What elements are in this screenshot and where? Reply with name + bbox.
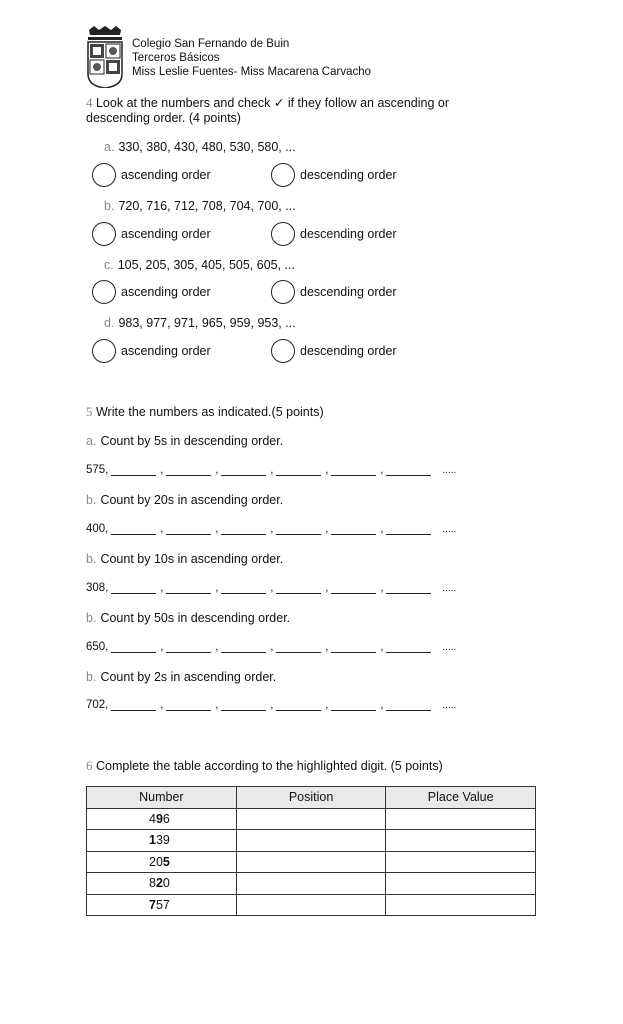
answer-blank[interactable] bbox=[221, 643, 266, 653]
question-6-prompt bbox=[86, 758, 546, 774]
q4-c-descending-option[interactable]: descending order bbox=[271, 280, 397, 304]
q5-instruction-3: b. Count by 10s in ascending order. bbox=[86, 552, 284, 566]
highlighted-digit: 1 bbox=[149, 833, 156, 848]
radio-circle-icon[interactable] bbox=[271, 339, 295, 363]
q5-instruction-1: a. Count by 5s in descending order. bbox=[86, 434, 284, 448]
q4-item-d: d. 983, 977, 971, 965, 959, 953, ... bbox=[104, 316, 296, 330]
radio-circle-icon[interactable] bbox=[92, 280, 116, 304]
answer-blank[interactable] bbox=[111, 701, 156, 711]
answer-blank[interactable] bbox=[386, 525, 431, 535]
answer-blank[interactable] bbox=[111, 584, 156, 594]
place-value-cell[interactable] bbox=[386, 873, 536, 895]
answer-blank[interactable] bbox=[276, 701, 321, 711]
q4-b-ascending-option[interactable]: ascending order bbox=[92, 222, 211, 246]
radio-circle-icon[interactable] bbox=[271, 163, 295, 187]
question-text: Write the numbers as indicated.(5 points) bbox=[95, 405, 324, 419]
q4-d-ascending-option[interactable]: ascending order bbox=[92, 339, 211, 363]
q5-sequence-3: 308, , , , , , ..... bbox=[86, 582, 457, 594]
answer-blank[interactable] bbox=[386, 701, 431, 711]
number-cell: 820 bbox=[87, 873, 237, 895]
q4-c-ascending-option[interactable]: ascending order bbox=[92, 280, 211, 304]
q5-instruction-5: b. Count by 2s in ascending order. bbox=[86, 670, 277, 684]
highlighted-digit: 7 bbox=[149, 897, 156, 912]
place-value-cell[interactable] bbox=[386, 851, 536, 873]
answer-blank[interactable] bbox=[166, 525, 211, 535]
answer-blank[interactable] bbox=[386, 584, 431, 594]
school-name: Colegio San Fernando de Buin bbox=[132, 38, 290, 50]
position-cell[interactable] bbox=[236, 894, 386, 916]
school-crest-icon bbox=[86, 26, 124, 88]
position-cell[interactable] bbox=[236, 851, 386, 873]
highlighted-digit: 9 bbox=[155, 811, 163, 826]
number-cell: 139 bbox=[87, 830, 237, 852]
answer-blank[interactable] bbox=[221, 584, 266, 594]
answer-blank[interactable] bbox=[221, 466, 266, 476]
header-place-value: Place Value bbox=[386, 787, 536, 809]
answer-blank[interactable] bbox=[166, 701, 211, 711]
q5-sequence-4: 650, , , , , , ..... bbox=[86, 641, 457, 653]
question-text: Complete the table according to the highlighted digit. (5 points) bbox=[95, 759, 443, 773]
question-5-prompt bbox=[86, 404, 506, 420]
position-cell[interactable] bbox=[236, 808, 386, 830]
header-number: Number bbox=[87, 787, 237, 809]
place-value-cell[interactable] bbox=[386, 830, 536, 852]
answer-blank[interactable] bbox=[111, 466, 156, 476]
answer-blank[interactable] bbox=[111, 643, 156, 653]
radio-circle-icon[interactable] bbox=[92, 163, 116, 187]
answer-blank[interactable] bbox=[221, 701, 266, 711]
radio-circle-icon[interactable] bbox=[271, 222, 295, 246]
table-row bbox=[87, 808, 536, 830]
radio-circle-icon[interactable] bbox=[92, 339, 116, 363]
answer-blank[interactable] bbox=[166, 466, 211, 476]
table-row bbox=[87, 894, 536, 916]
position-cell[interactable] bbox=[236, 830, 386, 852]
number-cell: 757 bbox=[87, 894, 237, 916]
number-cell: 496 bbox=[87, 808, 237, 830]
answer-blank[interactable] bbox=[331, 701, 376, 711]
answer-blank[interactable] bbox=[276, 525, 321, 535]
answer-blank[interactable] bbox=[166, 643, 211, 653]
q4-item-c: c. 105, 205, 305, 405, 505, 605, ... bbox=[104, 258, 295, 272]
q5-sequence-1: 575, , , , , , ..... bbox=[86, 464, 457, 476]
highlighted-digit: 5 bbox=[162, 854, 170, 869]
place-value-cell[interactable] bbox=[386, 808, 536, 830]
school-header bbox=[132, 37, 371, 79]
table-header-row bbox=[87, 787, 536, 809]
q5-instruction-4: b. Count by 50s in descending order. bbox=[86, 611, 291, 625]
radio-circle-icon[interactable] bbox=[92, 222, 116, 246]
answer-blank[interactable] bbox=[331, 584, 376, 594]
answer-blank[interactable] bbox=[331, 525, 376, 535]
place-value-table bbox=[86, 786, 536, 916]
place-value-cell[interactable] bbox=[386, 894, 536, 916]
teachers-label: Miss Leslie Fuentes- Miss Macarena Carvacho bbox=[132, 66, 372, 78]
answer-blank[interactable] bbox=[221, 525, 266, 535]
q5-instruction-2: b. Count by 20s in ascending order. bbox=[86, 493, 284, 507]
position-cell[interactable] bbox=[236, 873, 386, 895]
question-number: 5 bbox=[86, 404, 93, 419]
q4-a-ascending-option[interactable]: ascending order bbox=[92, 163, 211, 187]
question-number: 4 bbox=[86, 95, 93, 110]
q4-a-descending-option[interactable]: descending order bbox=[271, 163, 397, 187]
answer-blank[interactable] bbox=[331, 466, 376, 476]
question-number: 6 bbox=[86, 758, 93, 773]
answer-blank[interactable] bbox=[386, 643, 431, 653]
answer-blank[interactable] bbox=[166, 584, 211, 594]
header-position: Position bbox=[236, 787, 386, 809]
answer-blank[interactable] bbox=[276, 466, 321, 476]
table-row bbox=[87, 851, 536, 873]
q4-d-descending-option[interactable]: descending order bbox=[271, 339, 397, 363]
table-row bbox=[87, 873, 536, 895]
q5-sequence-2: 400, , , , , , ..... bbox=[86, 523, 457, 535]
question-text: Look at the numbers and check ✓ if they follow an ascending or descending order. (4 points) bbox=[86, 96, 450, 125]
answer-blank[interactable] bbox=[386, 466, 431, 476]
q4-item-a: a. 330, 380, 430, 480, 530, 580, ... bbox=[104, 140, 296, 154]
q4-b-descending-option[interactable]: descending order bbox=[271, 222, 397, 246]
answer-blank[interactable] bbox=[331, 643, 376, 653]
question-4-prompt bbox=[86, 95, 506, 126]
q4-item-b: b. 720, 716, 712, 708, 704, 700, ... bbox=[104, 199, 296, 213]
number-cell: 205 bbox=[87, 851, 237, 873]
answer-blank[interactable] bbox=[276, 643, 321, 653]
q5-sequence-5: 702, , , , , , ..... bbox=[86, 699, 457, 711]
answer-blank[interactable] bbox=[276, 584, 321, 594]
radio-circle-icon[interactable] bbox=[271, 280, 295, 304]
highlighted-digit: 2 bbox=[155, 876, 163, 891]
answer-blank[interactable] bbox=[111, 525, 156, 535]
table-row bbox=[87, 830, 536, 852]
grade-label: Terceros Básicos bbox=[132, 52, 220, 64]
